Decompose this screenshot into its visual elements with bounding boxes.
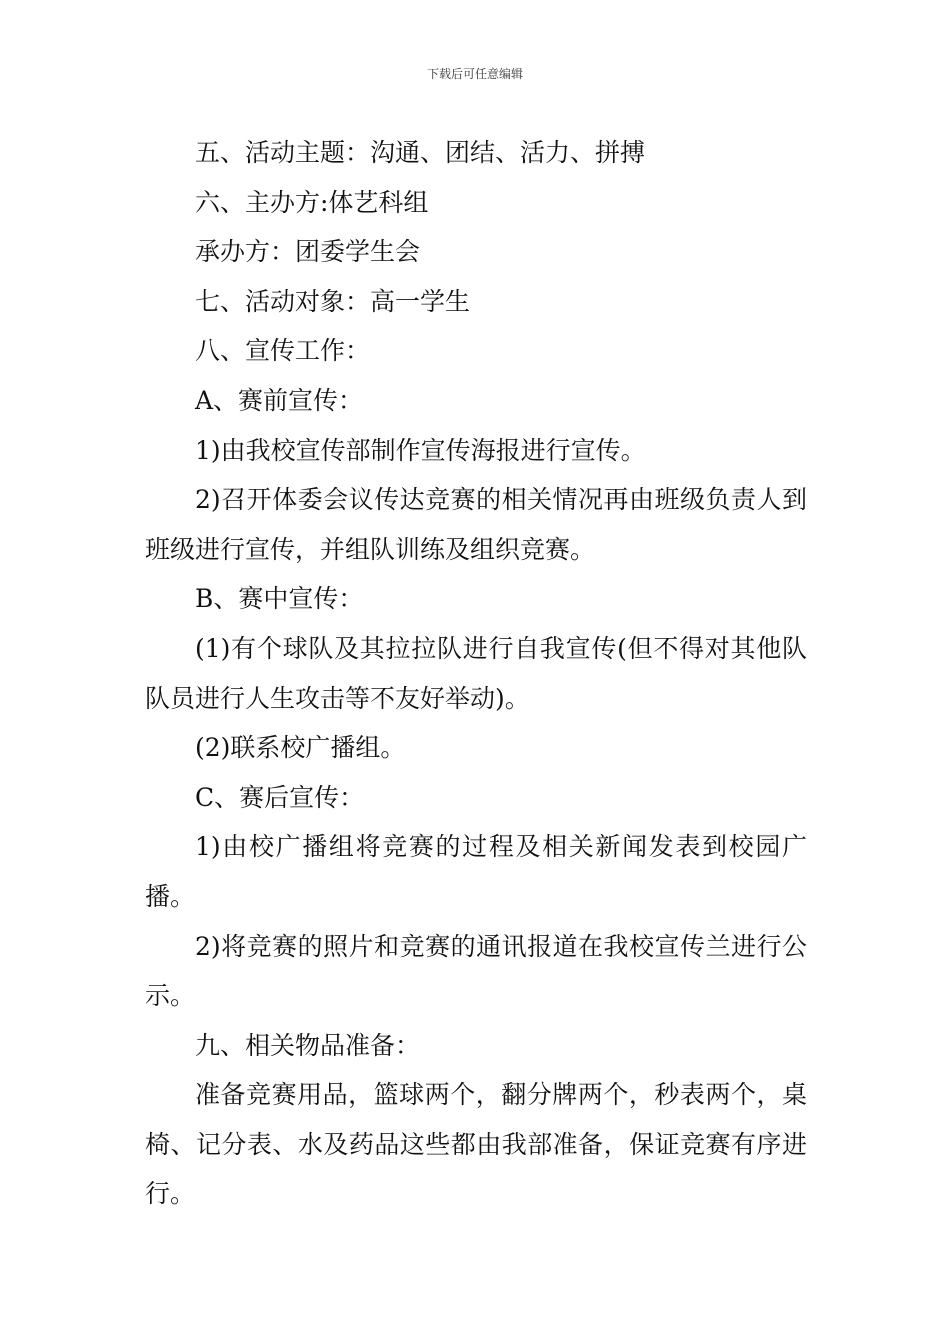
paragraph-in-game-heading: B、赛中宣传：: [195, 584, 364, 614]
paragraph-theme: 五、活动主题：沟通、团结、活力、拼搏: [195, 138, 646, 167]
paragraph-publicity-heading: 八、宣传工作：: [195, 336, 371, 366]
paragraph-co-organizer: 承办方：团委学生会: [195, 237, 421, 267]
paragraph-pre-game-2: 2)召开体委会议传达竞赛的相关情况再由班级负责人到班级进行宣传，并组队训练及组织竞赛。: [145, 485, 807, 564]
paragraph-in-game-2: (2)联系校广播组。: [195, 733, 406, 763]
paragraph-organizer: 六、主办方:体艺科组: [195, 187, 429, 217]
paragraph-post-game-1: 1)由校广播组将竞赛的过程及相关新闻发表到校园广播。: [145, 832, 807, 911]
paragraph-audience: 七、活动对象：高一学生: [195, 286, 471, 316]
paragraph-pre-game-1: 1)由我校宣传部制作宣传海报进行宣传。: [195, 435, 646, 465]
paragraph-pre-game-heading: A、赛前宣传：: [195, 385, 364, 415]
paragraph-in-game-1: (1)有个球队及其拉拉队进行自我宣传(但不得对其他队队员进行人生攻击等不友好举动)。: [145, 633, 807, 713]
paragraph-supplies-heading: 九、相关物品准备：: [195, 1030, 421, 1060]
paragraph-post-game-heading: C、赛后宣传：: [195, 782, 365, 812]
paragraph-supplies-detail: 准备竞赛用品，篮球两个，翻分牌两个，秒表两个，桌椅、记分表、水及药品这些都由我部准备，保证竞赛有序进行。: [145, 1080, 807, 1209]
page-header: 下载后可任意编辑: [426, 67, 523, 81]
document-body: [145, 128, 807, 1219]
paragraph-post-game-2: 2)将竞赛的照片和竞赛的通讯报道在我校宣传兰进行公示。: [145, 931, 807, 1011]
